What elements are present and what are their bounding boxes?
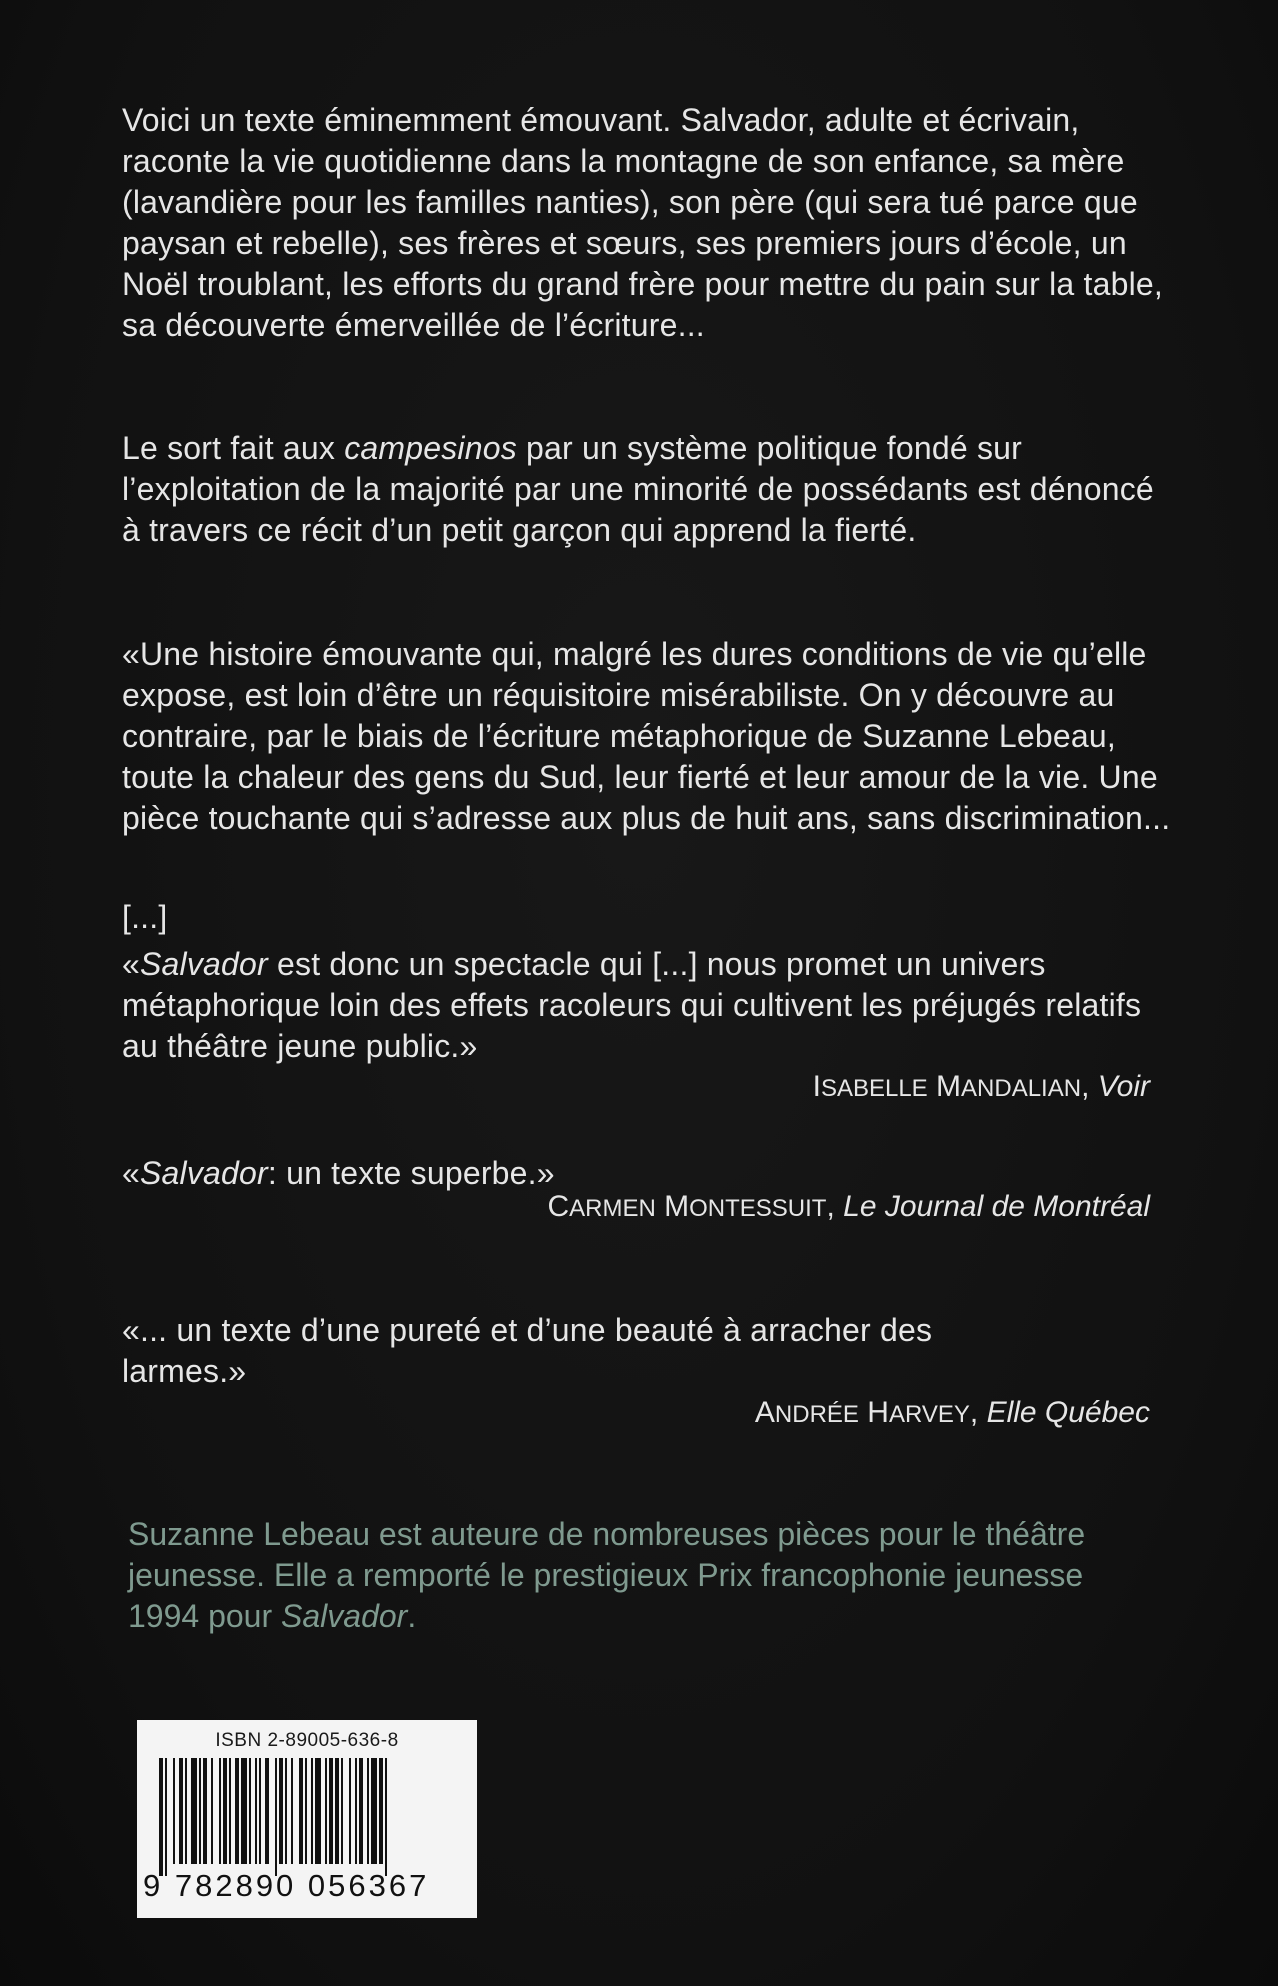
quote-text: : un texte superbe.» (267, 1155, 555, 1191)
author-initial: A (754, 1396, 775, 1429)
barcode-bar (311, 1758, 313, 1864)
barcode-bars (159, 1758, 459, 1876)
barcode-bar (255, 1758, 257, 1864)
barcode-bar (305, 1758, 307, 1864)
barcode-bar (173, 1758, 175, 1864)
barcode-bar (179, 1758, 183, 1864)
summary-italic-term: campesinos (344, 430, 517, 466)
review-attribution-1 (813, 1069, 1150, 1107)
barcode-bar (275, 1758, 277, 1876)
barcode-bar (315, 1758, 321, 1864)
author-name: ARMEN (569, 1195, 656, 1222)
barcode-bar (359, 1758, 363, 1864)
isbn-barcode (137, 1720, 477, 1918)
barcode-bar (379, 1758, 383, 1864)
barcode-bar (367, 1758, 369, 1864)
barcode-bar (371, 1758, 377, 1864)
bio-text: . (407, 1598, 417, 1634)
barcode-bar (299, 1758, 303, 1864)
barcode-bar (325, 1758, 327, 1864)
review-attribution-2 (547, 1189, 1150, 1227)
barcode-bar (349, 1758, 351, 1864)
isbn-label: ISBN 2-89005-636-8 (215, 1730, 399, 1751)
barcode-bar (223, 1758, 227, 1864)
barcode-bar (185, 1758, 187, 1864)
barcode-bar (199, 1758, 201, 1864)
bio-text: Suzanne Lebeau est auteure de nombreuses pièces pour le théâtre jeunesse. Elle a remporté le prestigieux Prix francophonie jeunesse 1994 pour (128, 1516, 1086, 1634)
review-ellipsis: [...] (122, 899, 168, 935)
barcode-bar (259, 1758, 261, 1864)
barcode-bar (165, 1758, 167, 1876)
barcode-bar (191, 1758, 197, 1864)
author-name: NDRÉE (774, 1401, 859, 1428)
author-initial: I (812, 1070, 821, 1103)
summary-text: par un système politique fondé sur l’exploitation de la majorité par une minorité de possédants est dénoncé à travers ce récit d’un petit garçon qui apprend la fierté. (122, 430, 1154, 548)
review-quote-3: «... un texte d’une pureté et d’une beauté à arracher des larmes.» (122, 1312, 933, 1389)
barcode-bar (385, 1758, 387, 1876)
author-initial: H (867, 1396, 889, 1429)
barcode-bar (285, 1758, 287, 1864)
author-bio (128, 1514, 1128, 1637)
barcode-bar (235, 1758, 239, 1864)
review-attribution-3 (755, 1395, 1150, 1433)
barcode-bar (249, 1758, 251, 1864)
summary-paragraph-2 (122, 428, 1172, 551)
author-initial: M (936, 1070, 962, 1103)
barcode-bar (211, 1758, 213, 1864)
separator: , (826, 1190, 844, 1223)
quote-mark: « (122, 1155, 140, 1191)
publication-name: Elle Québec (986, 1396, 1150, 1429)
review-quote-2 (122, 1153, 1172, 1194)
barcode-digits: 9 782890 056367 (143, 1868, 430, 1903)
separator: , (969, 1396, 987, 1429)
summary-paragraph-1: Voici un texte éminemment émouvant. Salvador, adulte et écrivain, raconte la vie quotidienne dans la montagne de son enfance, sa mère (lavandière pour les familles nanties), son père (qui sera tué parce que paysan et rebelle), ses frères et sœurs, ses premiers jours d’école, un Noël troublant, les efforts du grand frère pour mettre du pain sur la table, sa découverte émerveillée de l’écriture... (122, 102, 1163, 343)
author-name: ONTESSUIT (689, 1195, 827, 1222)
quote-text: est donc un spectacle qui [...] nous promet un univers métaphorique loin des effets racoleurs qui cultivent les préjugés relatifs au théâtre jeune public.» (122, 946, 1142, 1064)
book-title: Salvador (281, 1598, 408, 1634)
barcode-bar (291, 1758, 293, 1864)
author-name: ARVEY (888, 1401, 970, 1428)
author-name: SABELLE (820, 1075, 928, 1102)
quote-mark: « (122, 946, 140, 982)
barcode-bar (203, 1758, 207, 1864)
barcode-bar (229, 1758, 231, 1864)
barcode-bar (341, 1758, 343, 1864)
barcode-bar (159, 1758, 163, 1876)
review-quote-1: «Une histoire émouvante qui, malgré les dures conditions de vie qu’elle expose, est loin d’être un réquisitoire misérabiliste. On y découvre au contraire, par le biais de l’écriture métaphorique de Suzanne Lebeau, toute la chaleur des gens du Sud, leur fierté et leur amour de la vie. Une pièce touchante qui s’adresse aux plus de huit ans, sans discrimination... (122, 636, 1171, 836)
barcode-bar (219, 1758, 221, 1864)
summary-text: Le sort fait aux (122, 430, 345, 466)
review-quote-1-continued (122, 944, 1172, 1067)
author-initial: C (547, 1190, 570, 1223)
publication-name: Le Journal de Montréal (843, 1190, 1150, 1223)
barcode-bar (279, 1758, 283, 1864)
barcode-bar (329, 1758, 333, 1864)
book-title: Salvador (140, 1155, 268, 1191)
author-name: ANDALIAN (961, 1075, 1082, 1102)
barcode-bar (355, 1758, 357, 1864)
barcode-bar (335, 1758, 339, 1864)
barcode-bar (241, 1758, 247, 1864)
publication-name: Voir (1097, 1070, 1150, 1103)
barcode-bar (265, 1758, 269, 1864)
separator: , (1081, 1070, 1098, 1103)
author-initial: M (664, 1190, 690, 1223)
book-title: Salvador (140, 946, 268, 982)
